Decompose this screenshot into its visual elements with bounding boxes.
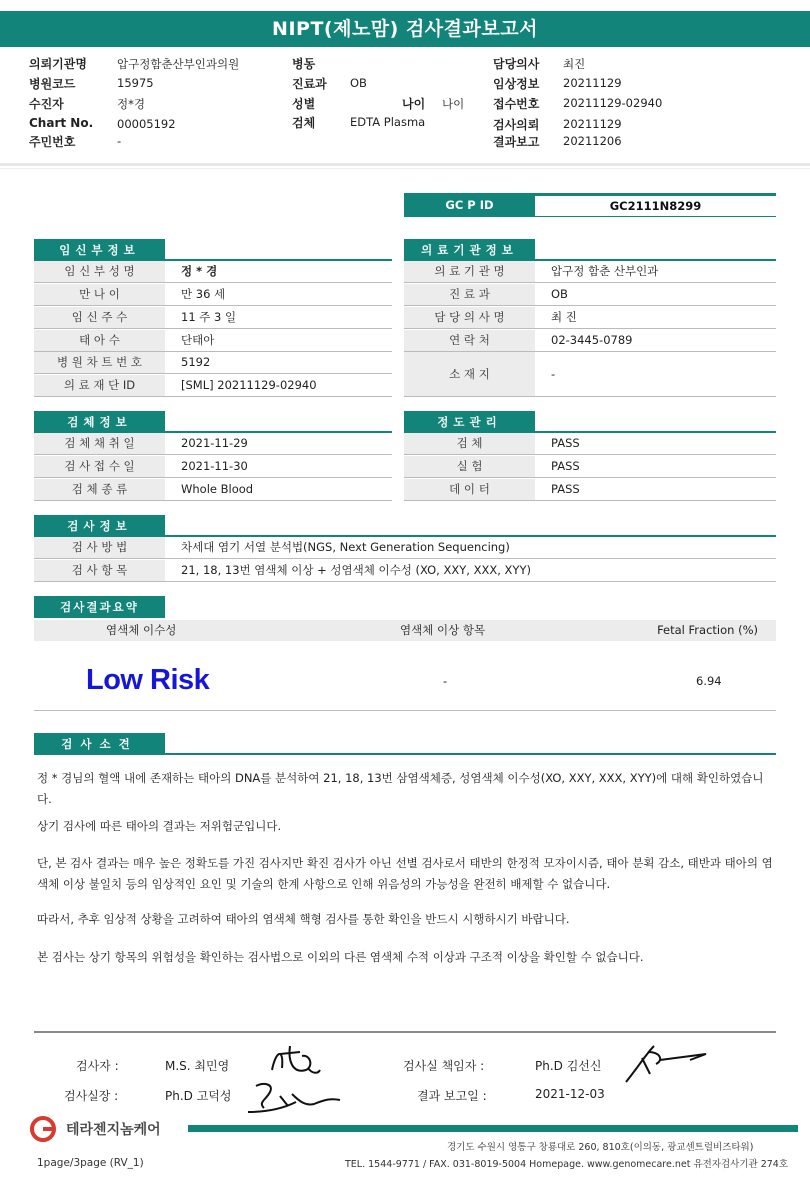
row-label: 담 당 의 사 명 — [404, 307, 535, 328]
table-row — [34, 456, 392, 478]
table-row — [404, 456, 776, 478]
tester-name: M.S. 최민영 — [165, 1059, 230, 1073]
row-label: 소 재 지 — [404, 352, 535, 396]
row-label: 검 사 항 목 — [34, 560, 165, 581]
section-title: 정도관리 — [404, 411, 535, 433]
company-logo-icon — [30, 1116, 64, 1142]
row-value: 압구정 함춘 산부인과 — [551, 264, 659, 278]
gcpid-label: GC P ID — [404, 193, 535, 217]
row-label: 연 락 처 — [404, 330, 535, 351]
section-title: 임신부정보 — [34, 239, 165, 261]
table-row — [34, 375, 392, 397]
row-label: 검 체 종 류 — [34, 479, 165, 500]
institution-label: 의뢰기관명 — [29, 57, 87, 71]
row-value: 정 * 경 — [181, 264, 218, 278]
fetal-fraction-value: 6.94 — [696, 674, 722, 688]
age-value: 나이 — [442, 97, 465, 111]
dept-value: OB — [350, 76, 367, 90]
table-row — [34, 433, 392, 455]
row-value: PASS — [551, 459, 580, 473]
row-value: 2021-11-29 — [181, 436, 248, 450]
row-label: 의 료 재 단 ID — [34, 375, 165, 396]
summary-bottom-line — [34, 710, 776, 711]
tester-label: 검사자 : — [76, 1059, 119, 1073]
row-label: 검 체 채 취 일 — [34, 433, 165, 454]
row-label: 의 료 기 관 명 — [404, 261, 535, 282]
patient-value: 정*경 — [117, 97, 145, 111]
finding-paragraph: 단, 본 검사 결과는 매우 높은 정확도를 가진 검사지만 확진 검사가 아닌 선별 검사로서 태반의 한정적 모자이시즘, 태아 분획 감소, 태반과 태아의 염색체 이상 불일치 등의 임상적인 요인 및 기술의 한계 사항으로 인해 위음성의 가능성을 완전히 배제할 수 없습니다. — [37, 856, 773, 891]
table-row — [404, 307, 776, 329]
clinical-label: 임상정보 — [493, 77, 540, 91]
table-row — [34, 560, 776, 582]
finding-paragraph: 본 검사는 상기 항목의 위험성을 확인하는 검사법으로 이외의 다른 염색체 수적 이상과 구조적 이상을 확인할 수 없습니다. — [37, 950, 644, 964]
report-date-label: 결과보고 — [493, 135, 540, 149]
section-title: 의료기관정보 — [404, 239, 535, 261]
resident-no-value: - — [117, 134, 122, 148]
lab-head-name: Ph.D 김선신 — [535, 1059, 602, 1073]
chart-no-value: 00005192 — [117, 117, 176, 131]
header-divider — [0, 163, 810, 166]
institution-value: 압구정함춘산부인과의원 — [117, 57, 240, 71]
table-row — [34, 352, 392, 374]
section-rule — [34, 753, 776, 755]
ward-label: 병동 — [292, 57, 316, 71]
abnormal-value: - — [443, 674, 448, 688]
row-label: 임 신 부 성 명 — [34, 261, 165, 282]
table-row — [404, 261, 776, 283]
row-label: 데 이 터 — [404, 479, 535, 500]
row-value: 최 진 — [551, 310, 577, 324]
finding-paragraph: 따라서, 추후 임상적 상황을 고려하여 태아의 염색체 핵형 검사를 통한 확인을 반드시 시행하시기 바랍니다. — [37, 912, 570, 926]
row-label: 검 사 접 수 일 — [34, 456, 165, 477]
request-date-label: 검사의뢰 — [493, 118, 540, 132]
row-label: 진 료 과 — [404, 284, 535, 305]
row-value: 02-3445-0789 — [551, 333, 633, 347]
row-value: 단태아 — [181, 333, 215, 347]
row-value: PASS — [551, 482, 580, 496]
section-title: 검체정보 — [34, 411, 165, 433]
result-low-risk: Low Risk — [86, 664, 210, 696]
section-rule — [34, 616, 165, 618]
specimen-value: EDTA Plasma — [350, 115, 426, 129]
row-value: OB — [551, 287, 568, 301]
header-divider-shadow — [0, 168, 810, 169]
row-value: 차세대 염기 서열 분석법(NGS, Next Generation Sequencing) — [181, 540, 510, 554]
sex-label: 성별 — [292, 97, 316, 111]
report-date-value: 20211206 — [563, 134, 622, 148]
row-label: 검 체 — [404, 433, 535, 454]
col-abnormal: 염색체 이상 항목 — [400, 623, 486, 637]
table-row — [404, 330, 776, 352]
table-row — [404, 479, 776, 501]
table-row — [34, 330, 392, 352]
table-row — [404, 284, 776, 306]
row-label: 병 원 차 트 번 호 — [34, 352, 165, 373]
gcpid-box — [404, 193, 776, 217]
table-row — [34, 261, 392, 283]
lab-head-label: 검사실 책임자 : — [403, 1059, 485, 1073]
director-label: 검사실장 : — [64, 1089, 119, 1103]
row-value: 21, 18, 13번 염색체 이상 + 성염색체 이수성 (XO, XXY, XXX, XYY) — [181, 563, 531, 577]
row-label: 만 나 이 — [34, 284, 165, 305]
col-aneuploidy: 염색체 이수성 — [106, 623, 177, 637]
finding-paragraph: 상기 검사에 따른 태아의 결과는 저위험군입니다. — [37, 819, 282, 833]
resident-no-label: 주민번호 — [29, 135, 76, 149]
signature-divider — [34, 1031, 776, 1033]
company-logo-text: 테라젠지놈케어 — [66, 1122, 161, 1138]
report-title: NIPT(제노맘) 검사결과보고서 — [0, 11, 810, 47]
hospital-code-label: 병원코드 — [29, 77, 76, 91]
table-row — [34, 537, 776, 559]
clinical-value: 20211129 — [563, 76, 622, 90]
doctor-value: 최진 — [563, 57, 586, 71]
hospital-code-value: 15975 — [117, 76, 154, 90]
row-label: 실 험 — [404, 456, 535, 477]
footer-bar — [188, 1125, 798, 1132]
receipt-no-value: 20211129-02940 — [563, 96, 663, 110]
age-label: 나이 — [402, 97, 426, 111]
section-title: 검사정보 — [34, 515, 165, 537]
section-title: 검사소견 — [34, 733, 165, 755]
row-label: 태 아 수 — [34, 330, 165, 351]
col-fetal-fraction: Fetal Fraction (%) — [657, 623, 758, 637]
row-label: 임 신 주 수 — [34, 307, 165, 328]
table-row — [404, 352, 776, 397]
gcpid-value: GC2111N8299 — [609, 199, 702, 213]
footer-contact: TEL. 1544-9771 / FAX. 031-8019-5004 Homepage. www.genomecare.net 유전자검사기관 274호 — [345, 1159, 789, 1170]
director-name: Ph.D 고덕성 — [165, 1089, 232, 1103]
row-value: 5192 — [181, 355, 211, 369]
page-number: 1page/3page (RV_1) — [37, 1157, 144, 1169]
patient-label: 수진자 — [29, 97, 64, 111]
finding-paragraph: 정 * 경님의 혈액 내에 존재하는 태아의 DNA를 분석하여 21, 18, 13번 삼염색체증, 성염색체 이수성(XO, XXY, XXX, XYY)에 대해 확인하였습니다. — [37, 771, 764, 806]
row-value: 2021-11-30 — [181, 459, 248, 473]
table-row — [34, 307, 392, 329]
receipt-no-label: 접수번호 — [493, 97, 540, 111]
row-value: - — [551, 367, 556, 381]
table-row — [34, 479, 392, 501]
director-signature — [244, 1076, 344, 1120]
result-report-date: 2021-12-03 — [535, 1087, 605, 1101]
specimen-label: 검체 — [292, 116, 316, 130]
request-date-value: 20211129 — [563, 117, 622, 131]
footer-address: 경기도 수원시 영통구 창룡대로 260, 810호(이의동, 광교센트럴비즈타워) — [447, 1142, 754, 1153]
result-report-date-label: 결과 보고일 : — [417, 1089, 487, 1103]
row-value: PASS — [551, 436, 580, 450]
row-value: Whole Blood — [181, 482, 254, 496]
summary-header — [34, 620, 776, 641]
row-value: [SML] 20211129-02940 — [181, 378, 317, 392]
table-row — [34, 284, 392, 306]
table-row — [404, 433, 776, 455]
dept-label: 진료과 — [292, 77, 327, 91]
row-label: 검 사 방 법 — [34, 537, 165, 558]
row-value: 11 주 3 일 — [181, 310, 237, 324]
lab-head-signature — [620, 1040, 710, 1085]
section-title: 검사결과요약 — [34, 596, 165, 618]
row-value: 만 36 세 — [181, 287, 226, 301]
doctor-label: 담당의사 — [493, 57, 540, 71]
chart-no-label: Chart No. — [29, 116, 94, 130]
